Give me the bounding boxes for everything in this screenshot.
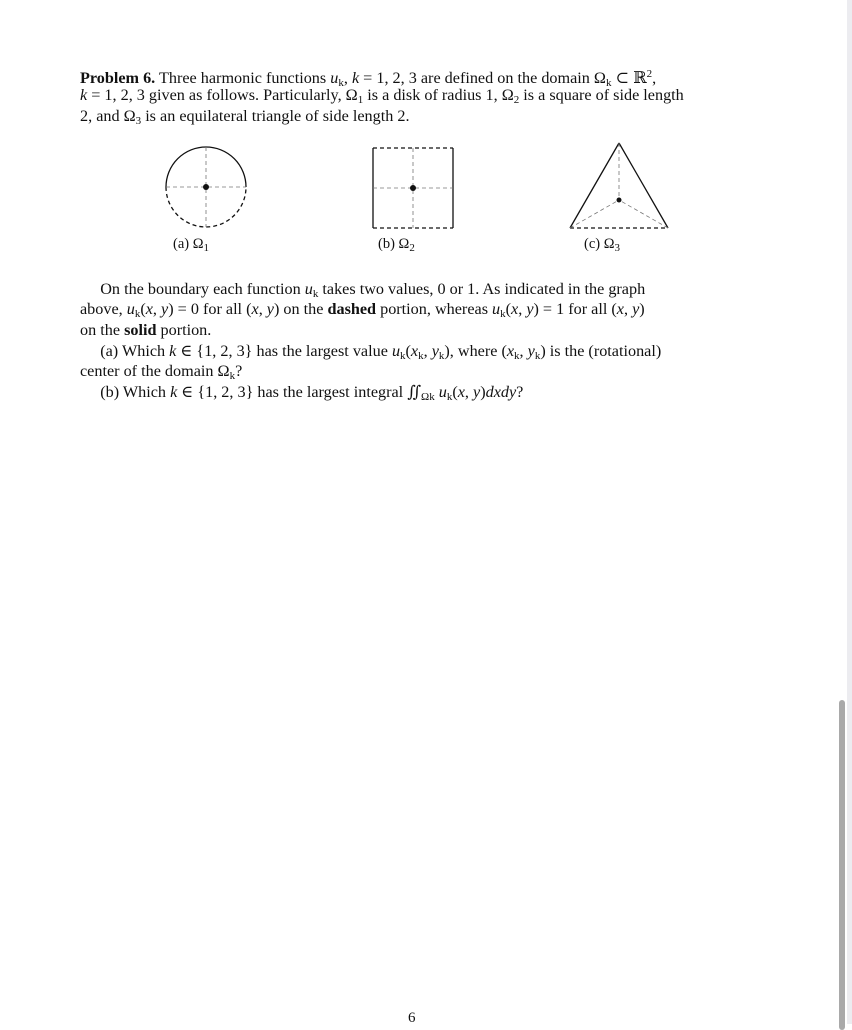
text-segment: u	[391, 342, 401, 360]
text-segment: above,	[80, 300, 127, 318]
caption-a	[173, 236, 209, 254]
text-segment: ) = 1 for all (	[533, 300, 617, 318]
text-segment: ,	[623, 300, 633, 318]
text-segment: ?	[235, 362, 243, 380]
text-segment: = 1, 2, 3 are defined on the domain Ω	[359, 69, 606, 87]
text-segment: k	[418, 350, 424, 362]
text-segment: x	[506, 342, 515, 360]
domain-figures	[0, 0, 852, 260]
text-segment: y	[266, 300, 274, 318]
text-segment: On the boundary each function	[80, 280, 305, 298]
text-segment: x	[511, 300, 519, 318]
text-segment: x	[145, 300, 153, 318]
text-segment: x	[616, 300, 624, 318]
text-segment: (c) Ω	[584, 236, 615, 252]
text-segment: ,	[258, 300, 267, 318]
text-segment: k	[400, 350, 406, 362]
text-segment: 2	[646, 68, 653, 80]
text-segment: u	[126, 300, 135, 318]
text-segment: y	[527, 342, 535, 360]
text-segment: is a disk of radius 1, Ω	[363, 86, 514, 104]
text-segment: portion.	[156, 321, 212, 339]
text-segment: ,	[519, 342, 528, 360]
text-segment: k	[134, 308, 141, 320]
caption-c	[584, 236, 620, 254]
text-segment: 1	[357, 94, 364, 106]
text-segment: k	[438, 350, 445, 362]
text-segment: u	[438, 383, 447, 401]
text-segment: k	[170, 383, 178, 401]
text-segment: ,	[464, 383, 474, 401]
text-segment: x	[251, 300, 259, 318]
text-segment: is a square of side length	[519, 86, 684, 104]
text-segment: 3	[614, 242, 620, 254]
text-segment: = 1, 2, 3 given as follows. Particularly, Ω	[87, 86, 358, 104]
text-segment: )	[639, 300, 645, 318]
text-segment: y	[161, 300, 169, 318]
text-segment: ,	[652, 69, 657, 87]
text-segment: (	[452, 383, 458, 401]
scrollbar-track[interactable]	[847, 0, 852, 1024]
text-segment: ) on the	[273, 300, 328, 318]
text-segment: (a) Which	[80, 342, 170, 360]
text-segment: Ω	[421, 391, 430, 403]
text-segment: k	[534, 350, 541, 362]
text-segment: ,	[343, 69, 352, 87]
text-segment: k	[514, 350, 520, 362]
text-segment: solid	[124, 321, 157, 339]
square-center-dot	[410, 185, 416, 191]
text-segment: ) = 0 for all (	[168, 300, 252, 318]
text-segment: 1	[203, 242, 209, 254]
text-segment: Three harmonic functions	[155, 69, 331, 87]
text-segment: center of the domain Ω	[80, 362, 230, 380]
text-segment: ∈ {1, 2, 3} has the largest integral ∬	[177, 383, 422, 401]
text-segment: ,	[518, 300, 527, 318]
text-segment: ,	[423, 342, 432, 360]
page-number: 6	[408, 1010, 416, 1026]
caption-b	[378, 236, 415, 254]
text-segment: y	[632, 300, 640, 318]
text-segment: 2	[513, 94, 520, 106]
text-segment: ∈ {1, 2, 3} has the largest value	[176, 342, 392, 360]
text-segment: k	[429, 391, 435, 403]
text-segment: k	[500, 308, 506, 320]
text-segment: (	[405, 342, 411, 360]
text-segment: on the	[80, 321, 125, 339]
text-segment: (a) Ω	[173, 236, 204, 252]
text-segment: u	[330, 69, 339, 87]
text-segment: 2, and Ω	[80, 107, 136, 125]
text-segment: (	[505, 300, 512, 318]
text-segment: 3	[135, 115, 142, 127]
text-segment: k	[351, 69, 360, 87]
text-segment: k	[605, 77, 612, 89]
text-segment: k	[338, 77, 344, 89]
text-segment: ?	[516, 383, 524, 401]
body-line	[80, 382, 523, 407]
text-segment: dashed	[327, 300, 377, 318]
text-segment: (b) Which	[80, 383, 171, 401]
text-segment: k	[446, 391, 453, 403]
body-line	[80, 320, 211, 340]
text-segment: y	[473, 383, 481, 401]
text-segment: ⊂ ℝ	[611, 69, 647, 87]
text-segment: x	[410, 342, 419, 360]
triangle-figure	[570, 143, 668, 228]
text-segment: (	[140, 300, 146, 318]
text-segment: portion, whereas	[376, 300, 493, 318]
text-segment: (b) Ω	[378, 236, 410, 252]
text-segment: 2	[409, 242, 415, 254]
text-segment: ,	[152, 300, 162, 318]
disk-figure	[166, 147, 246, 227]
disk-solid-upper-arc	[166, 147, 246, 187]
text-segment: Problem 6.	[80, 69, 156, 87]
text-segment: ) is the (rotational)	[540, 342, 662, 360]
text-segment: k	[229, 370, 236, 382]
text-segment: takes two values, 0 or 1. As indicated in the graph	[318, 280, 646, 298]
triangle-center-dot	[617, 198, 622, 203]
text-segment: y	[431, 342, 439, 360]
text-segment: k	[80, 86, 88, 104]
text-segment: is an equilateral triangle of side length 2.	[141, 107, 410, 125]
scrollbar-thumb[interactable]	[839, 700, 845, 1030]
text-segment: )	[480, 383, 486, 401]
text-segment: ), where (	[444, 342, 507, 360]
text-segment: u	[304, 280, 313, 298]
text-segment: k	[169, 342, 177, 360]
text-segment: dxdy	[485, 383, 517, 401]
text-segment: k	[312, 288, 319, 300]
text-segment: x	[457, 383, 465, 401]
text-segment: y	[526, 300, 534, 318]
text-segment: u	[492, 300, 501, 318]
disk-center-dot	[203, 184, 209, 190]
square-figure	[373, 148, 453, 228]
